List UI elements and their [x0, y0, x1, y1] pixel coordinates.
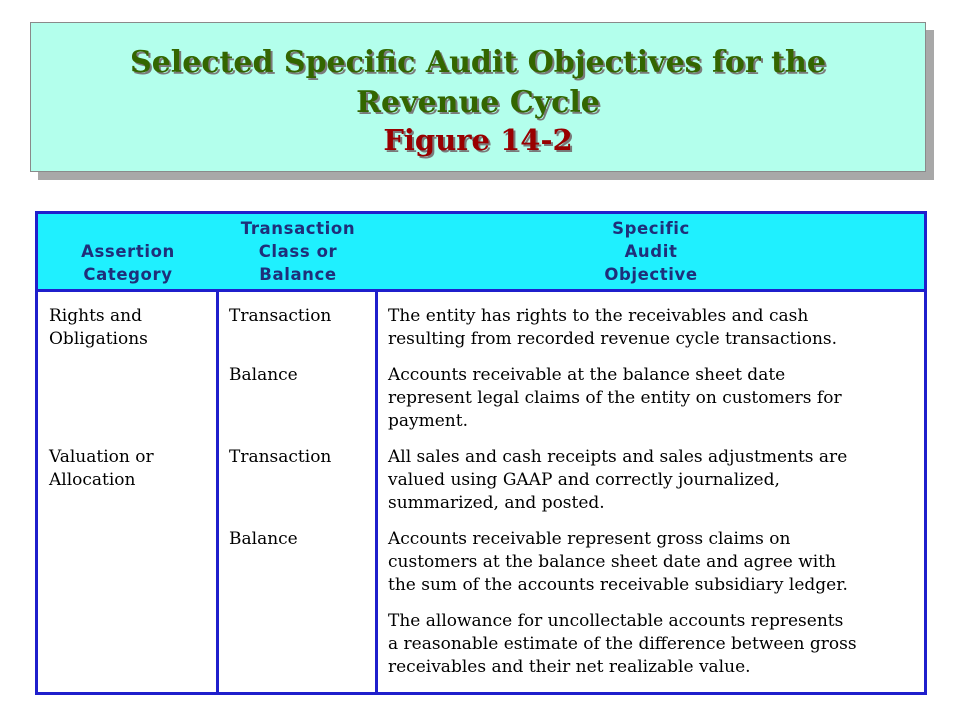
cell-text: resulting from recorded revenue cycle transactions. — [388, 329, 838, 349]
cell-text: customers at the balance sheet date and agree with — [388, 552, 836, 572]
cell-text: Allocation — [49, 470, 136, 490]
objective-cell — [388, 528, 848, 597]
header-specific-objective — [378, 214, 924, 289]
objective-cell — [388, 610, 857, 679]
cell-text: Rights and — [49, 306, 142, 326]
objective-cell — [388, 446, 847, 515]
category-cell — [49, 446, 154, 492]
category-cell — [49, 305, 148, 351]
type-cell: Balance — [229, 529, 298, 549]
table-header — [38, 214, 924, 292]
cell-text: The allowance for uncollectable accounts represents — [388, 611, 844, 631]
header-text: Class or — [258, 242, 338, 261]
audit-objectives-table — [35, 211, 927, 695]
type-cell: Transaction — [229, 306, 332, 326]
slide-title — [31, 43, 925, 123]
header-text: Audit — [624, 242, 678, 261]
cell-text: represent legal claims of the entity on customers for — [388, 388, 842, 408]
slide-title-line-1: Selected Specific Audit Objectives for the — [130, 45, 826, 80]
header-assertion-category — [38, 214, 218, 289]
cell-text: Accounts receivable represent gross claims on — [388, 529, 791, 549]
column-divider — [216, 289, 219, 695]
header-text: Transaction — [240, 219, 356, 238]
cell-text: All sales and cash receipts and sales adjustments are — [388, 447, 848, 467]
cell-text: summarized, and posted. — [388, 493, 605, 513]
header-text: Balance — [259, 265, 337, 284]
header-text: Category — [83, 265, 173, 284]
figure-label: Figure 14-2 — [383, 123, 573, 157]
objective-cell — [388, 305, 837, 351]
slide-title-line-2: Revenue Cycle — [356, 85, 600, 120]
header-text: Assertion — [81, 242, 175, 261]
objective-cell — [388, 364, 842, 433]
cell-text: valued using GAAP and correctly journalized, — [388, 470, 780, 490]
cell-text: The entity has rights to the receivables and cash — [388, 306, 809, 326]
cell-text: payment. — [388, 411, 468, 431]
cell-text: the sum of the accounts receivable subsidiary ledger. — [388, 575, 848, 595]
cell-text: Accounts receivable at the balance sheet date — [388, 365, 786, 385]
type-cell: Transaction — [229, 447, 332, 467]
cell-text: Obligations — [49, 329, 148, 349]
cell-text: Valuation or — [49, 447, 154, 467]
header-transaction-class — [218, 214, 378, 289]
column-divider — [375, 289, 378, 695]
cell-text: receivables and their net realizable value. — [388, 657, 751, 677]
header-text: Specific — [612, 219, 690, 238]
cell-text: a reasonable estimate of the difference between gross — [388, 634, 857, 654]
title-banner — [30, 22, 926, 172]
type-cell: Balance — [229, 365, 298, 385]
header-text: Objective — [604, 265, 698, 284]
